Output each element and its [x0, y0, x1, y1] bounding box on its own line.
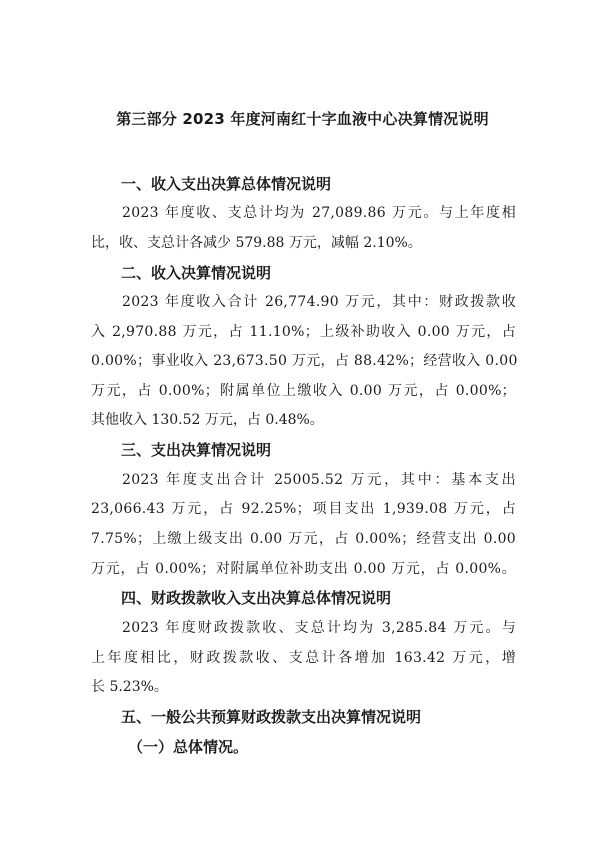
section-2-line-3: 0.00%；事业收入 23,673.50 万元，占 88.42%；经营收入 0.00: [91, 353, 518, 369]
section-heading-4: 四、财政拨款收入支出决算总体情况说明: [121, 589, 392, 607]
section-3-line-1: 2023 年度支出合计 25005.52 万元，其中：基本支出: [122, 472, 516, 488]
section-2-line-4: 万元，占 0.00%；附属单位上缴收入 0.00 万元，占 0.00%；: [91, 383, 516, 399]
section-3-line-4: 万元，占 0.00%；对附属单位补助支出 0.00 万元，占 0.00%。: [91, 561, 516, 577]
section-1-line-2: 比，收、支总计各减少 579.88 万元，减幅 2.10%。: [91, 235, 422, 251]
section-2-line-1: 2023 年度收入合计 26,774.90 万元，其中：财政拨款收: [122, 294, 516, 310]
section-heading-5: 五、一般公共预算财政拨款支出决算情况说明: [121, 708, 422, 726]
section-4-line-3: 长 5.23%。: [91, 679, 168, 695]
section-3-line-3: 7.75%；上缴上级支出 0.00 万元，占 0.00%；经营支出 0.00: [91, 531, 516, 547]
section-3-line-2: 23,066.43 万元，占 92.25%；项目支出 1,939.08 万元，占: [91, 501, 516, 517]
section-2-line-5: 其他收入 130.52 万元，占 0.48%。: [91, 412, 324, 428]
section-heading-1: 一、收入支出决算总体情况说明: [121, 175, 332, 193]
section-4-line-2: 上年度相比，财政拨款收、支总计各增加 163.42 万元，增: [91, 650, 516, 666]
section-4-line-1: 2023 年度财政拨款收、支总计均为 3,285.84 万元。与: [122, 620, 516, 636]
section-heading-2: 二、收入决算情况说明: [121, 264, 272, 282]
sub-heading-overview: （一）总体情况。: [128, 738, 249, 756]
section-2-line-2: 入 2,970.88 万元，占 11.10%；上级补助收入 0.00 万元，占: [91, 324, 516, 340]
section-1-line-1: 2023 年度收、支总计均为 27,089.86 万元。与上年度相: [122, 205, 516, 221]
section-heading-3: 三、支出决算情况说明: [121, 441, 272, 459]
page-title: 第三部分 2023 年度河南红十字血液中心决算情况说明: [116, 110, 489, 128]
